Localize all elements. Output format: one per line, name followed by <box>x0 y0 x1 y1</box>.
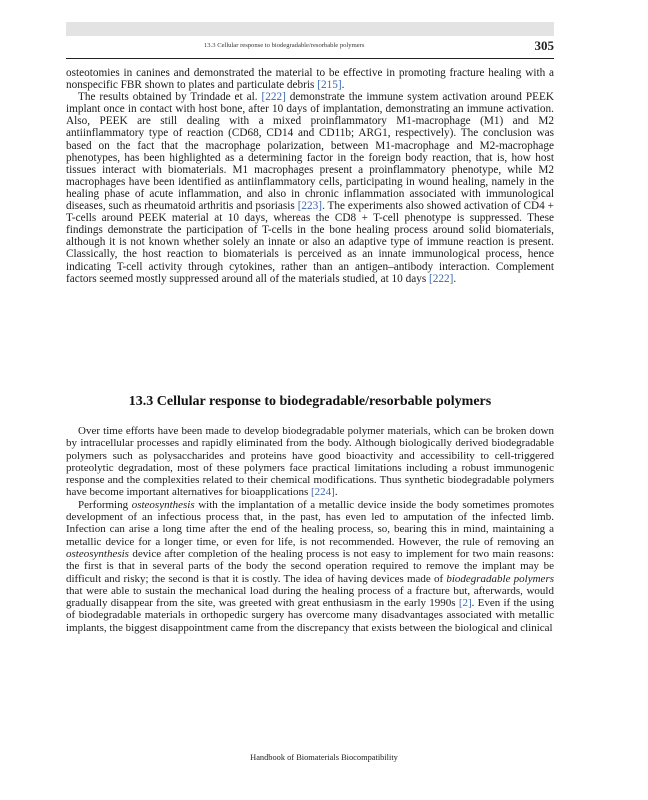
page-header <box>66 36 554 59</box>
text-run: osteotomies in canines and demonstrated the material to be effective in promoting fracture healing with a nonspecific FBR shown to plates and particulate debris <box>66 67 554 92</box>
citation-link[interactable]: [223] <box>297 200 323 213</box>
text-run: . <box>341 79 345 92</box>
text-run: . <box>334 486 338 499</box>
text-run: with the implantation of a metallic device inside the body sometimes promotes development of an infectious process that, in the past, has even led to amputation of the infected limb. Infection can arise a long time after the end of the healing process, so, bearing this in mind, maintaining a metallic device for a longer time, or even for life, is not recommended. However, the rule of removing an <box>66 498 554 548</box>
citation-link[interactable]: [2] <box>458 597 472 610</box>
paragraph <box>66 499 554 634</box>
page-number: 305 <box>534 38 554 53</box>
citation-link[interactable]: [215] <box>317 79 342 92</box>
text-run: device after completion of the healing process is not easy to implement for two main reasons: the first is that in several parts of the body the second operation required to remove the implant may be difficult and risky; the second is that it is costly. The idea of having devices made of <box>66 547 554 585</box>
text-run: . <box>453 272 457 285</box>
paragraph <box>66 67 554 91</box>
section-heading: 13.3 Cellular response to biodegradable/resorbable polymers <box>128 394 492 409</box>
paragraph <box>66 91 554 285</box>
paragraph <box>66 425 554 499</box>
section-text <box>66 425 554 634</box>
citation-link[interactable]: [222] <box>261 91 286 104</box>
running-head: 13.3 Cellular response to biodegradable/resorbable polymers <box>204 42 365 49</box>
citation-link[interactable]: [222] <box>429 272 454 285</box>
intro-text <box>66 67 554 285</box>
text-run: demonstrate the immune system activation around PEEK implant once in contact with host bone, after 10 days of implantation, demonstrating an immune activation. Also, PEEK are still dealing with a mixed proinflammatory M1-macrophage (M1) and M2 antiinflammatory type of reaction (CD68, CD14 and CD11b; ARG1, respectively). The conclusion was based on the fact that the macrophage polarization, between M1-macrophage and M2-macrophage phenotypes, has been highlighted as a determining factor in the foreign body reaction, that is, how host tissues interact with biomaterials. M1 macrophages present a proinflammatory phenotype, while M2 macrophages have been identified as antiinflammatory cells, participating in wound healing, namely in the healing phase of acute inflammation, and also in chronic inflammation associated with immunological diseases, such as rheumatoid arthritis and psoriasis <box>66 91 554 213</box>
text-run: Over time efforts have been made to develop biodegradable polymer materials, which can be broken down by intracellular processes and rapidly eliminated from the body. Although biologically derived biodegradable polymers such as polysaccharides and proteins have good bioactivity and accessibility to cell-triggered proteolytic degradation, most of these polymers face practical limitations including a robust immunogenic response and the complexities related to their chemical modifications. Thus synthetic biodegradable polymers have become important alternatives for bioapplications <box>66 425 554 499</box>
page-footer: Handbook of Biomaterials Biocompatibility <box>250 753 398 762</box>
italic-term: osteosynthesis <box>66 547 129 560</box>
text-run: The results obtained by Trindade et al. <box>78 91 262 104</box>
citation-link[interactable]: [224] <box>310 486 335 499</box>
italic-term: biodegradable polymers <box>446 572 555 585</box>
top-gray-band <box>66 22 554 36</box>
text-run: . Even if the using of biodegradable materials in orthopedic surgery has overcome many disadvantages associated with metallic implants, the biggest disappointment came from the discrepancy that exists between the biological and clinical <box>66 597 554 634</box>
text-run: that were able to sustain the mechanical load during the healing process of a fracture but, afterwards, would gradually disappear from the site, was greeted with great enthusiasm in the early 1990s <box>66 584 554 610</box>
text-run: . The experiments also showed activation of CD4 + T-cells around PEEK material at 10 days, whereas the CD8 + T-cell phenotype is suppressed. These findings demonstrate the participation of T-cells in the bone healing process around solid biomaterials, although it is not known whether solely an innate or also an adaptive type of immune reaction is present. Classically, the host reaction to biomaterials is perceived as an innate immunological process, hence indicating T-cell activity through cytokines, rather than an antigen–antibody interaction. Complement factors seemed mostly suppressed around all of the materials studied, at 10 days <box>66 200 555 285</box>
italic-term: osteosynthesis <box>131 498 195 511</box>
text-run: Performing <box>78 498 132 511</box>
